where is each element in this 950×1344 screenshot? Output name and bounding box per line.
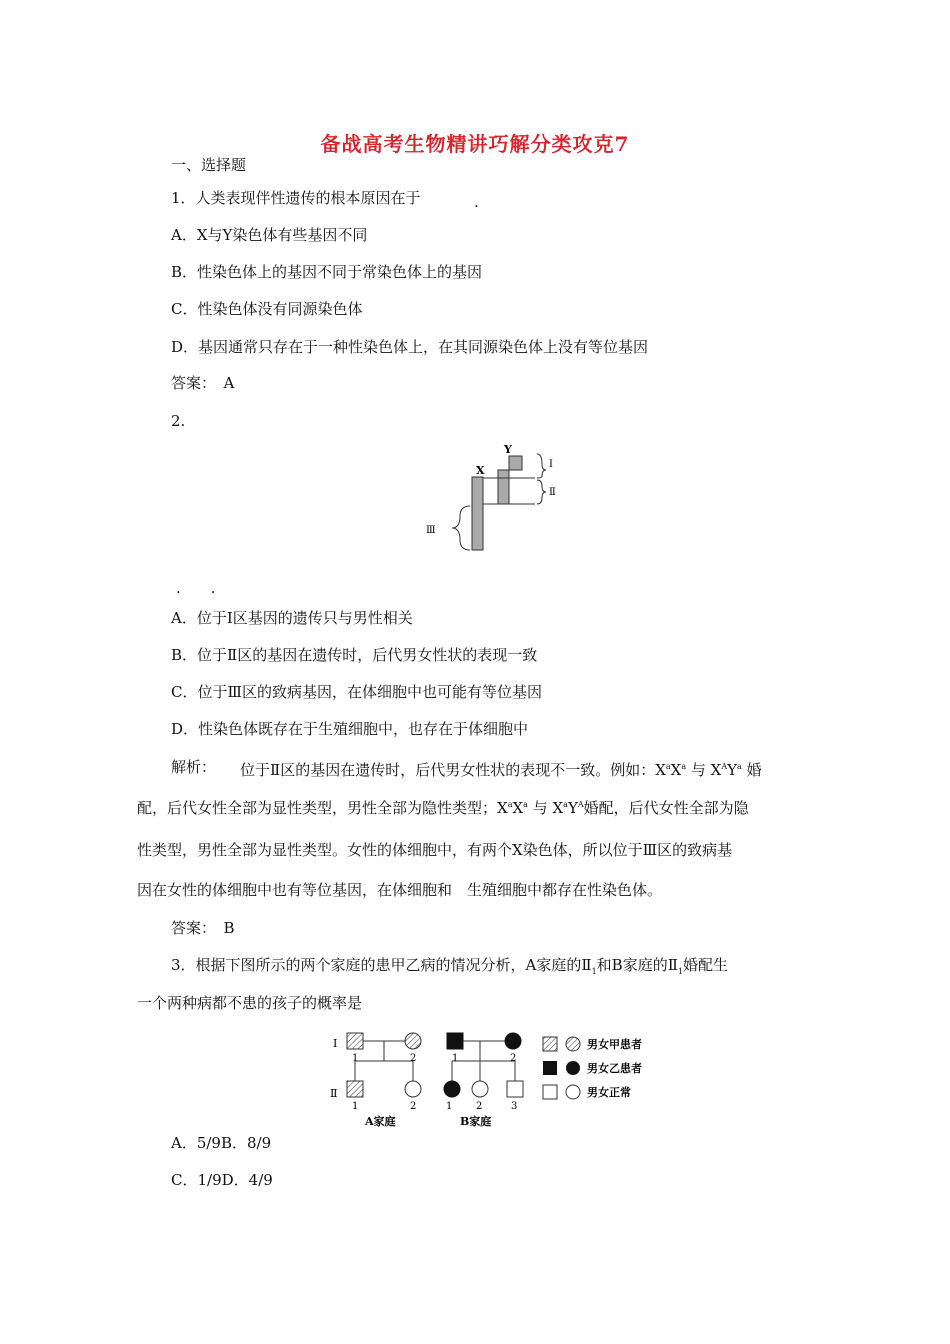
legend-male-normal [543,1085,557,1099]
x-chromosome [472,477,483,550]
famB-i1-num: 1 [452,1053,459,1064]
brace-ii [537,480,546,504]
famB-label: B家庭 [460,1115,492,1128]
famA-i1-male-affected-a [347,1033,363,1049]
section-heading: 一、选择题 [171,156,247,174]
q2-option-c: C．位于Ⅲ区的致病基因，在体细胞中也可能有等位基因 [171,683,542,701]
legend-label-normal: 男女正常 [587,1086,631,1099]
q2-analysis-line4: 因在女性的体细胞中也有等位基因，在体细胞和 生殖细胞中都存在性染色体。 [137,881,663,899]
q3-options-ab: A．5/9B．8/9 [171,1134,272,1152]
q2-dots: . . [176,579,216,597]
sex-chromosome-figure [420,440,570,555]
famA-ii1-male-affected-a [347,1081,363,1097]
q2-option-b: B．位于Ⅱ区的基因在遗传时，后代男女性状的表现一致 [171,646,538,664]
legend-female-normal [566,1085,580,1099]
legend-label-a: 男女甲患者 [587,1038,642,1051]
famA-ii2-num: 2 [410,1101,417,1112]
famA-i2-num: 2 [410,1053,417,1064]
brace-i [537,454,546,478]
page-title: 备战高考生物精讲巧解分类攻克7 [320,132,630,156]
gen-label-ii: Ⅱ [330,1087,338,1100]
q1-option-d: D．基因通常只存在于一种性染色体上，在其同源染色体上没有等位基因 [171,338,649,356]
famB-ii1-female-affected-b [444,1081,460,1097]
famB-ii3-male-normal [507,1081,523,1097]
q3-stem [171,955,728,982]
q3-stem-b: 和B家庭的Ⅱ [596,956,678,974]
q2-analysis-line2-text: 配，后代女性全部为显性类型，男性全部为隐性类型； [137,799,498,817]
y-chromosome [498,470,509,504]
famA-ii1-num: 1 [352,1101,359,1112]
q3-sub-b: 1 [677,967,683,976]
famB-i1-male-affected-b [447,1033,463,1049]
q3-sub-a: 1 [591,967,597,976]
brace-iii [452,506,470,550]
gen-label-i: Ⅰ [333,1037,338,1050]
pedigree-figure [325,1025,675,1135]
famB-ii3-num: 3 [511,1101,518,1112]
famA-i1-num: 1 [352,1053,359,1064]
legend-male-a [543,1037,557,1051]
q3-stem-line2: 一个两种病都不患的孩子的概率是 [137,994,363,1012]
label-x: X [476,464,485,477]
q2-analysis-line1-text: 位于Ⅱ区的基因在遗传时，后代男女性状的表现不一致。例如： [240,761,656,779]
label-region-i: Ⅰ [549,459,553,470]
famB-ii2-num: 2 [476,1101,483,1112]
famB-ii2-female-normal [472,1081,488,1097]
q2-analysis-label: 解析： [171,758,217,776]
q1-option-a: A．X与Y染色体有些基因不同 [171,226,368,244]
q2-analysis-line2-tail: 婚配，后代女性全部为隐 [583,799,749,817]
q2-answer: 答案： B [171,919,235,937]
q3-stem-a: 3．根据下图所示的两个家庭的患甲乙病的情况分析，A家庭的Ⅱ [171,956,592,974]
q1-option-b: B．性染色体上的基因不同于常染色体上的基因 [171,263,483,281]
q2-number: 2. [171,412,186,430]
label-region-iii: Ⅲ [426,525,436,536]
q2-option-a: A．位于Ⅰ区基因的遗传只与男性相关 [171,609,413,627]
q3-stem-c: 婚配生 [682,956,728,974]
q2-analysis-line3: 性类型，男性全部为显性类型。女性的体细胞中，有两个X染色体，所以位于Ⅲ区的致病基 [137,841,733,859]
label-y: Y [504,443,512,456]
q2-option-d: D．性染色体既存在于生殖细胞中，也存在于体细胞中 [171,720,529,738]
famB-i2-num: 2 [510,1053,517,1064]
legend-male-b [543,1061,557,1075]
famB-ii1-num: 1 [446,1101,453,1112]
q2-analysis-line2: 配，后代女性全部为显性类型，男性全部为隐性类型；$X^aX^a$ 与 $X^aY^A$婚配，后代女性全部为隐 [137,799,749,817]
famA-label: A家庭 [365,1115,396,1128]
q1-dot: . [474,193,479,211]
legend-female-a [566,1037,580,1051]
q3-options-cd: C．1/9D．4/9 [171,1171,273,1189]
label-region-ii: Ⅱ [549,487,556,498]
legend-label-b: 男女乙患者 [587,1062,642,1075]
famA-i2-female-affected-a [405,1033,421,1049]
q2-analysis-line1: 位于Ⅱ区的基因在遗传时，后代男女性状的表现不一致。例如：$X^aX^a$ 与 $X^AY^a$ 婚 [240,761,762,779]
q1-option-c: C．性染色体没有同源染色体 [171,300,363,318]
y-chromosome-arm [509,456,522,470]
legend-female-b [566,1061,580,1075]
famB-i2-female-affected-b [505,1033,521,1049]
q1-answer: 答案： A [171,374,235,392]
famA-ii2-female-normal [405,1081,421,1097]
q1-stem: 1．人类表现伴性遗传的根本原因在于 [171,189,421,207]
